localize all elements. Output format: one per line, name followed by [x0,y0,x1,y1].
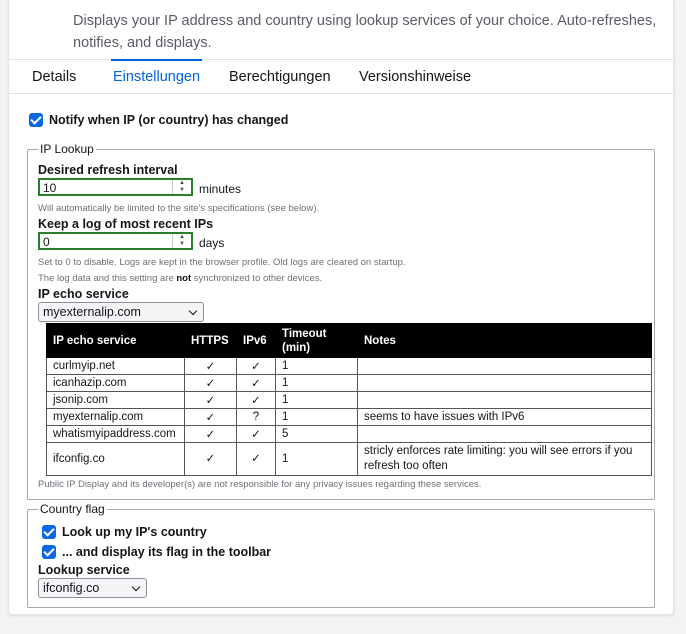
table-row [47,409,652,426]
table-row [47,443,652,476]
log-sync-hint: The log data and this setting are not synchronized to other devices. [38,273,323,284]
refresh-interval-value: 10 [43,181,57,195]
echo-service-label: IP echo service [38,287,129,301]
timeout-cell: 1 [276,358,358,375]
column-header: Timeout (min) [276,324,358,358]
addon-description: Displays your IP address and country using lookup services of your choice. Auto-refreshes, notifies, and displays. [73,13,657,51]
column-header: Notes [358,324,652,358]
table-row [47,358,652,375]
ipv6-cell: ? [237,409,276,426]
log-days-hint: Set to 0 to disable. Logs are kept in the browser profile. Old logs are cleared on startup. [38,257,406,268]
display-flag-label: ... and display its flag in the toolbar [62,545,272,559]
spin-buttons-icon[interactable]: ▲ ▼ [172,234,191,248]
https-cell: ✓ [185,358,237,375]
ipv6-cell: ✓ [237,358,276,375]
ip-lookup-legend: IP Lookup [40,142,94,156]
tab-bar [9,59,673,94]
ipv6-cell: ✓ [237,443,276,476]
notes-cell [358,358,652,375]
column-header: HTTPS [185,324,237,358]
refresh-interval-input[interactable] [38,178,193,196]
tab-einstellungen[interactable]: Einstellungen [113,60,200,93]
table-row [47,392,652,409]
notes-cell: stricly enforces rate limiting: you will see errors if you refresh too often [358,443,652,476]
column-header: IP echo service [47,324,185,358]
display-flag-checkbox[interactable] [42,545,56,559]
lookup-service-value: ifconfig.co [43,581,100,595]
privacy-disclaimer: Public IP Display and its developer(s) are not responsible for any privacy issues regarding these services. [38,479,482,490]
timeout-cell: 1 [276,409,358,426]
notes-cell [358,392,652,409]
service-cell: myexternalip.com [47,409,185,426]
https-cell: ✓ [185,409,237,426]
addon-details-card [8,0,674,615]
log-days-input[interactable] [38,232,193,250]
spin-buttons-icon[interactable]: ▲ ▼ [172,180,191,194]
service-cell: icanhazip.com [47,375,185,392]
refresh-interval-label: Desired refresh interval [38,163,178,177]
service-cell: jsonip.com [47,392,185,409]
ipv6-cell: ✓ [237,375,276,392]
notify-checkbox[interactable] [29,113,43,127]
ipv6-cell: ✓ [237,426,276,443]
service-cell: whatismyipaddress.com [47,426,185,443]
tab-versionshinweise[interactable]: Versionshinweise [359,69,472,85]
timeout-cell: 1 [276,443,358,476]
chevron-down-icon [189,307,197,315]
notes-cell [358,375,652,392]
tab-details[interactable]: Details [32,69,77,85]
log-days-unit: days [199,236,225,250]
https-cell: ✓ [185,443,237,476]
lookup-service-select[interactable] [38,578,147,598]
table-row [47,375,652,392]
https-cell: ✓ [185,392,237,409]
ipv6-cell: ✓ [237,392,276,409]
echo-service-value: myexternalip.com [43,305,141,319]
echo-services-table [46,323,652,476]
lookup-country-label: Look up my IP's country [62,525,207,539]
https-cell: ✓ [185,426,237,443]
notes-cell [358,426,652,443]
notes-cell: seems to have issues with IPv6 [358,409,652,426]
timeout-cell: 1 [276,375,358,392]
timeout-cell: 1 [276,392,358,409]
lookup-country-checkbox[interactable] [42,525,56,539]
country-flag-legend: Country flag [40,502,105,516]
table-header-row [47,324,652,358]
log-days-value: 0 [43,235,50,249]
service-cell: curlmyip.net [47,358,185,375]
https-cell: ✓ [185,375,237,392]
chevron-down-icon [132,583,140,591]
column-header: IPv6 [237,324,276,358]
notify-label: Notify when IP (or country) has changed [49,113,289,127]
tab-berechtigungen[interactable]: Berechtigungen [229,69,331,85]
refresh-interval-unit: minutes [199,182,242,196]
refresh-interval-hint: Will automatically be limited to the site's specifications (see below). [38,203,320,214]
table-row [47,426,652,443]
timeout-cell: 5 [276,426,358,443]
lookup-service-label: Lookup service [38,563,130,577]
echo-service-select[interactable] [38,302,204,322]
service-cell: ifconfig.co [47,443,185,476]
log-days-label: Keep a log of most recent IPs [38,217,214,231]
